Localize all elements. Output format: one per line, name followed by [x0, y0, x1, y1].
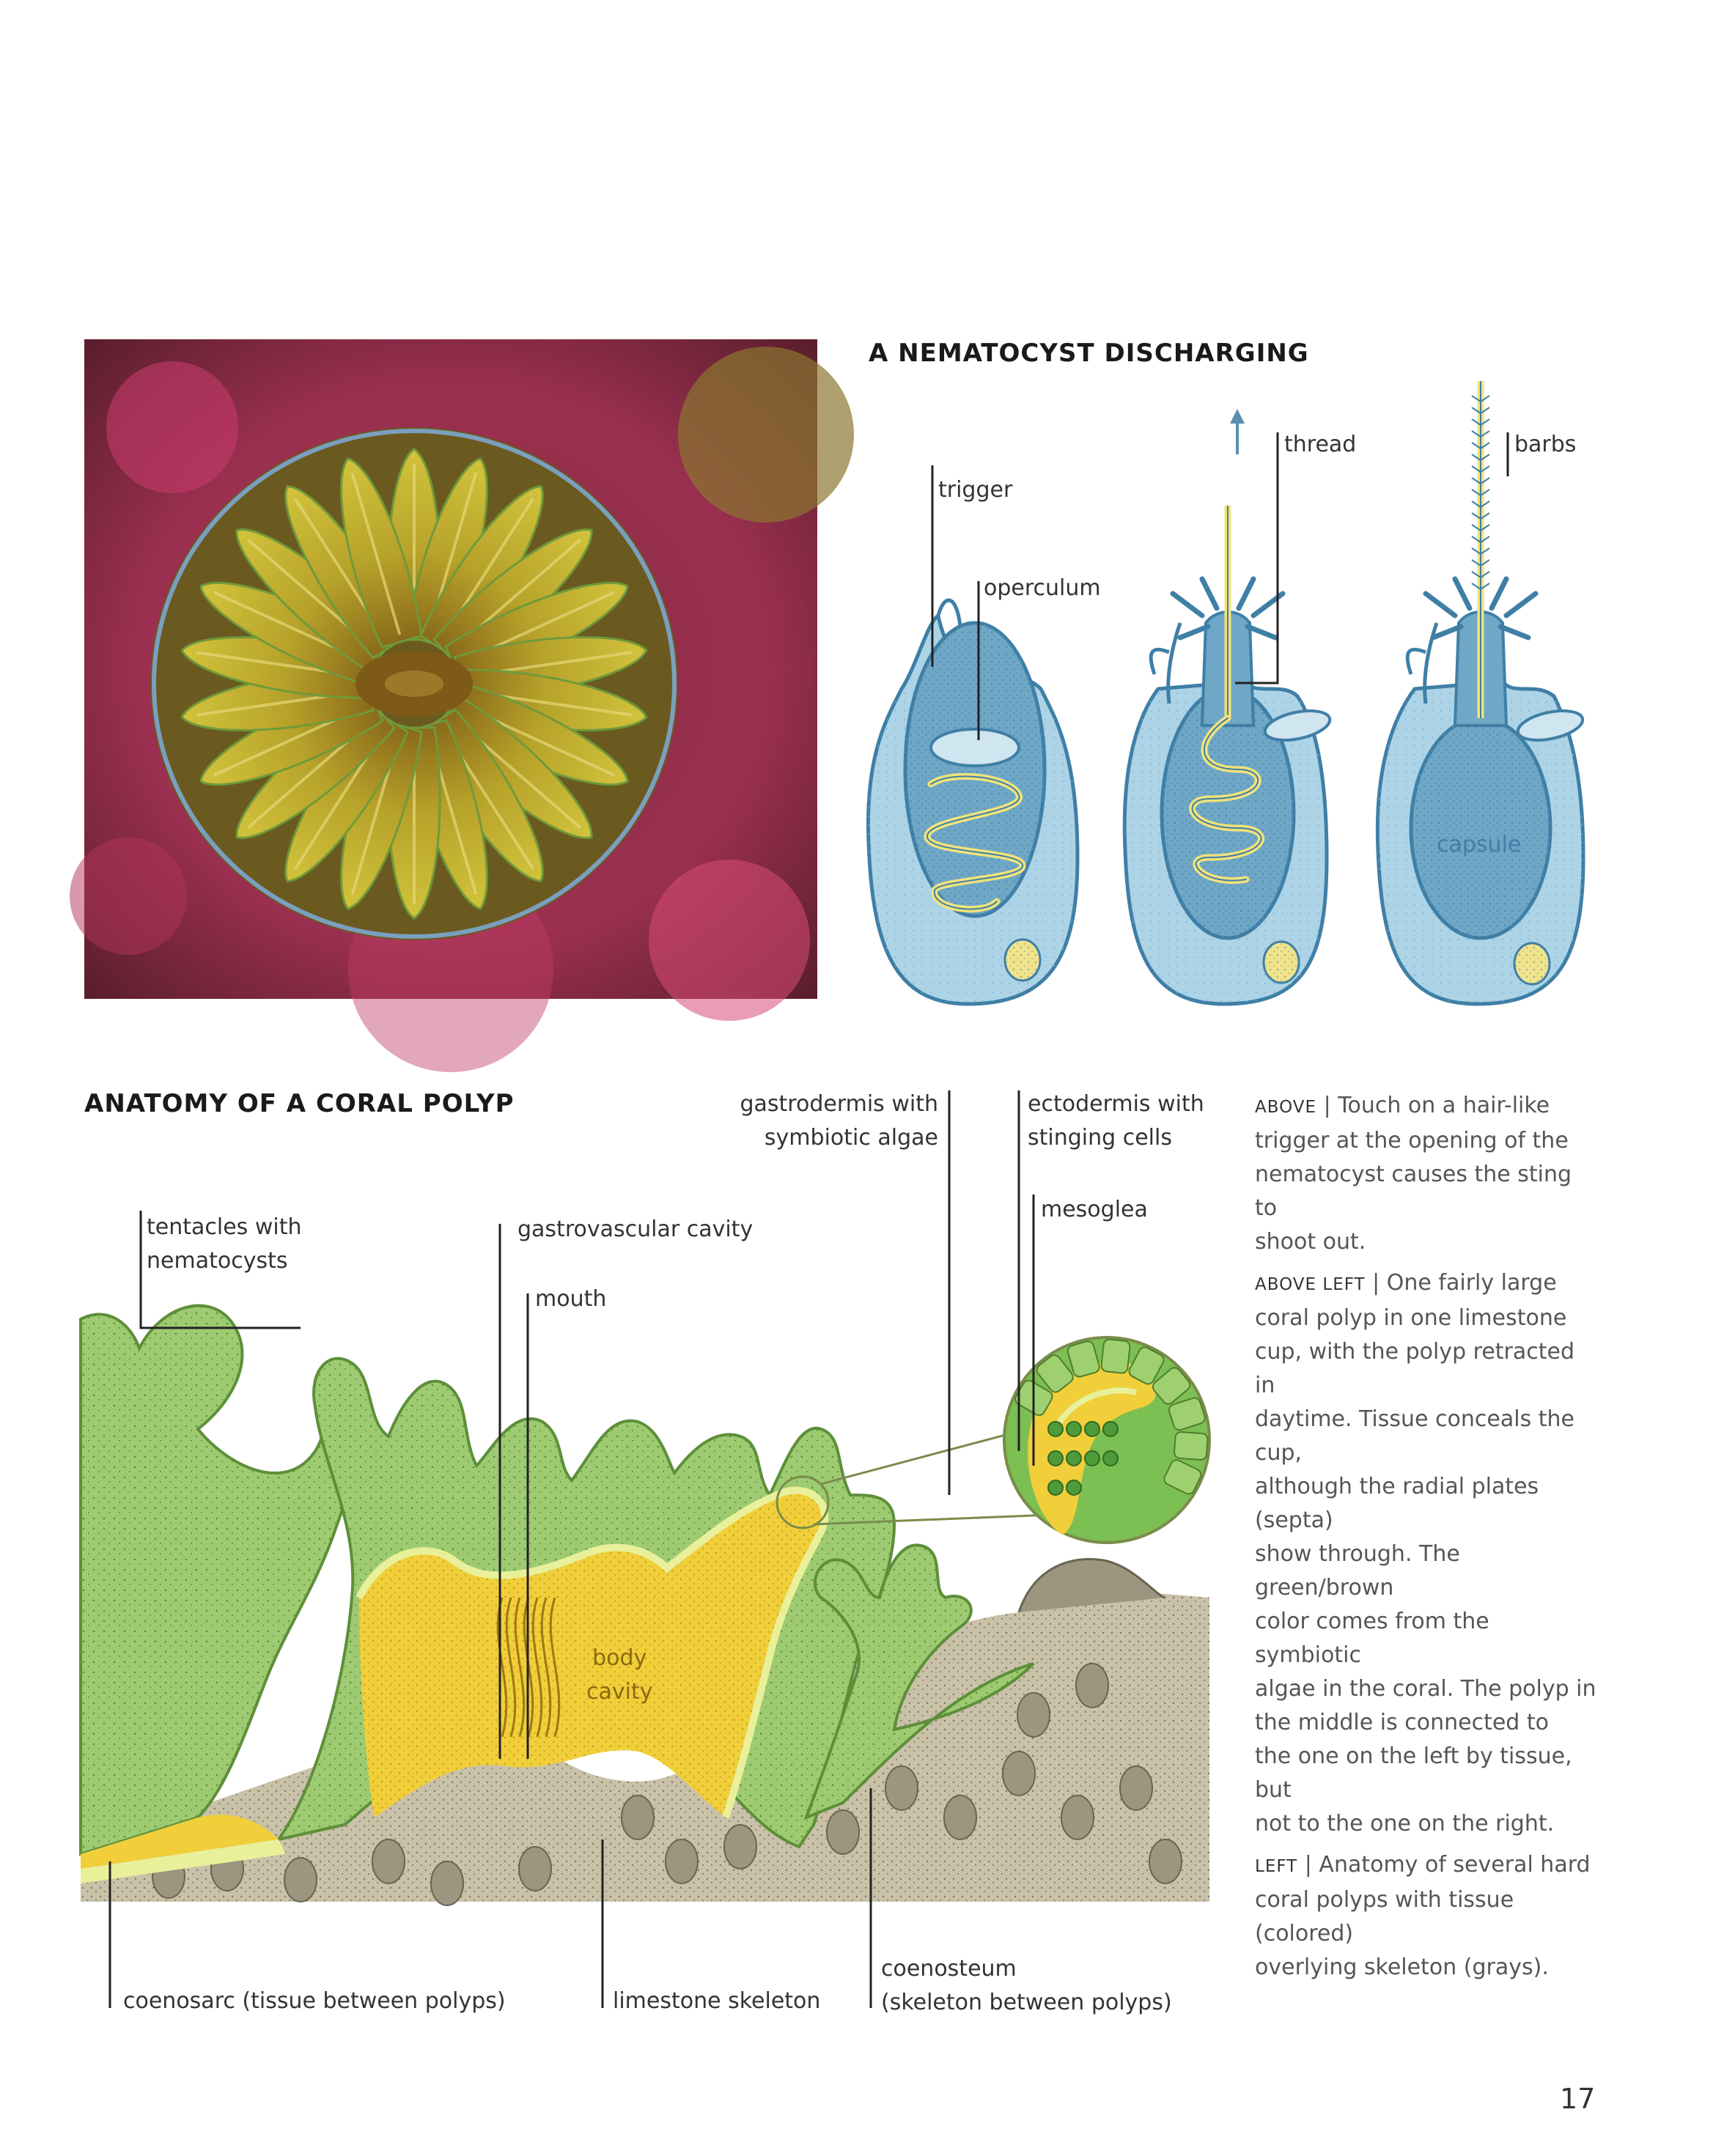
- polyp-heading: ANATOMY OF A CORAL POLYP: [84, 1089, 515, 1118]
- caption-left: LEFT | Anatomy of several hard coral polyps with tissue (colored) overlying skeleton (grays).: [1255, 1852, 1591, 1980]
- label-body-cavity: [586, 1642, 652, 1709]
- label-body-cavity-line-2: cavity: [586, 1679, 653, 1705]
- label-barbs: barbs: [1514, 432, 1577, 457]
- nematocyst-stage-1: [868, 600, 1078, 1004]
- nematocyst-heading: A NEMATOCYST DISCHARGING: [869, 339, 1309, 368]
- caption-above-left-tag: ABOVE LEFT: [1255, 1275, 1366, 1294]
- label-gastrovascular-cavity: gastrovascular cavity: [517, 1217, 754, 1242]
- label-ectodermis-line-2: stinging cells: [1028, 1125, 1172, 1151]
- label-tentacles: [147, 1211, 301, 1278]
- label-coenosteum-line-1: coenosteum: [881, 1956, 1017, 1982]
- caption-above: ABOVE | Touch on a hair-like trigger at the opening of the nematocyst causes the sting to shoot out.: [1255, 1093, 1572, 1255]
- label-mouth: mouth: [535, 1286, 607, 1312]
- label-gastrodermis-line-2: symbiotic algae: [764, 1125, 938, 1151]
- label-coenosarc: coenosarc (tissue between polyps): [123, 1988, 506, 2014]
- label-ectodermis-line-1: ectodermis with: [1028, 1091, 1204, 1117]
- label-limestone-skeleton: limestone skeleton: [613, 1988, 821, 2014]
- nematocyst-stage-2: [1124, 409, 1333, 1004]
- caption-left-tag: LEFT: [1255, 1857, 1298, 1876]
- caption-above-tag: ABOVE: [1255, 1098, 1317, 1117]
- label-coenosteum-line-2: (skeleton between polyps): [881, 1990, 1172, 2015]
- caption-above-left: ABOVE LEFT | One fairly large coral polyp in one limestone cup, with the polyp retracted in daytime. Tissue conceals the cup, although the radial plates (septa) show through. The green/brown color comes from the symbiotic algae in the coral. The polyp in the middle is connected to the one on the left by tissue, but not to the one on the right.: [1255, 1270, 1596, 1836]
- label-trigger: trigger: [938, 477, 1013, 503]
- label-gastrodermis: [726, 1088, 938, 1155]
- label-operculum: operculum: [984, 575, 1101, 601]
- nematocyst-stage-3: [1377, 381, 1585, 1004]
- label-mesoglea: mesoglea: [1041, 1197, 1148, 1222]
- label-capsule: capsule: [1437, 832, 1522, 857]
- caption-column: [1255, 1089, 1599, 1992]
- label-body-cavity-line-1: body: [592, 1645, 647, 1671]
- label-thread: thread: [1284, 432, 1357, 457]
- label-tentacles-line-1: tentacles with: [147, 1214, 302, 1240]
- label-ectodermis: [1028, 1088, 1204, 1155]
- label-tentacles-line-2: nematocysts: [147, 1248, 288, 1274]
- nematocyst-diagram: [858, 374, 1613, 1011]
- page-number: 17: [1560, 2083, 1596, 2115]
- label-coenosteum: [881, 1952, 1172, 2020]
- label-gastrodermis-line-1: gastrodermis with: [740, 1091, 938, 1117]
- coral-polyp-photo: [84, 339, 817, 999]
